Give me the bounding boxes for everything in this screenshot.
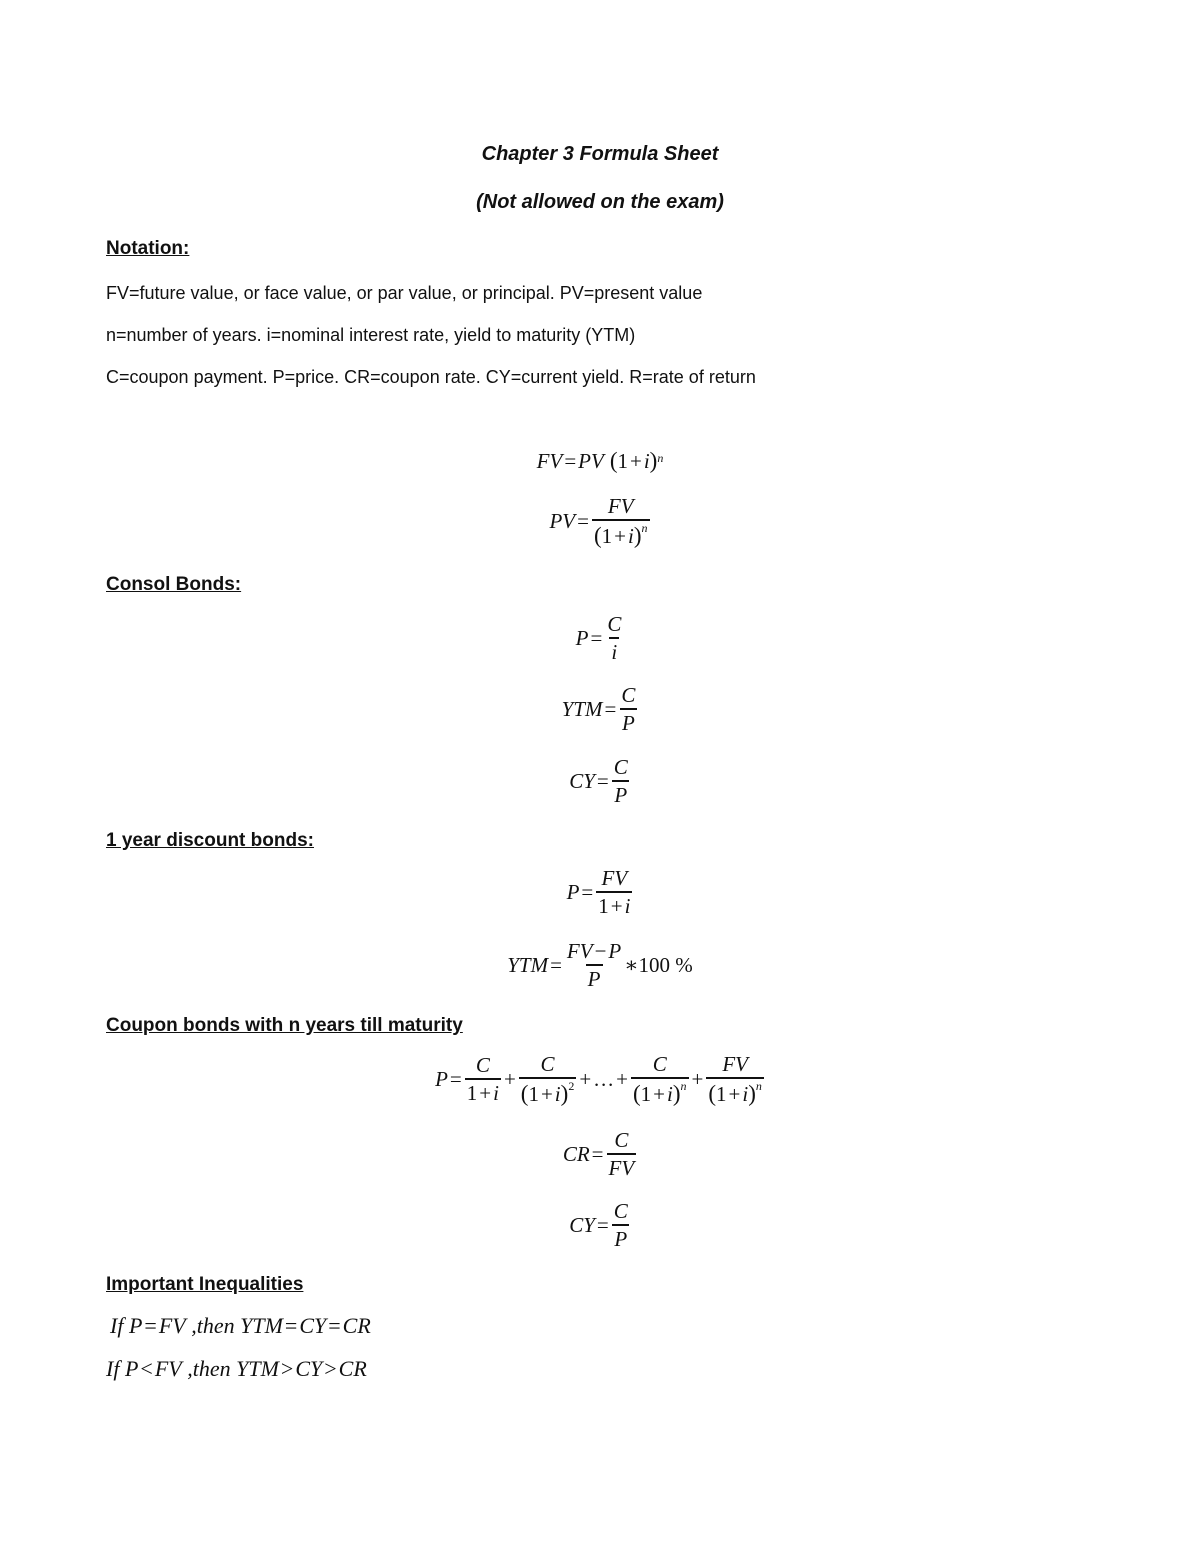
- notation-heading: Notation:: [106, 238, 190, 259]
- formula-consol-price: P = $\frac{C}{i}$: [575, 612, 622, 665]
- coupon-bonds-heading: Coupon bonds with n years till maturity: [106, 1015, 463, 1036]
- inequality-discount: If P<FV ,then YTM>CY>CR: [106, 1356, 367, 1381]
- fraction: $\frac{FV}{(1+i)^n}$: [593, 494, 648, 549]
- inequalities-heading: Important Inequalities: [106, 1274, 304, 1295]
- notation-line-3: C=coupon payment. P=price. CR=coupon rate. CY=current yield. R=rate of return: [106, 367, 756, 387]
- formula-consol-ytm: YTM = $\frac{C}{P}$: [561, 683, 636, 736]
- page-subtitle: (Not allowed on the exam): [476, 191, 724, 213]
- discount-bonds-heading: 1 year discount bonds:: [106, 830, 314, 851]
- formula-coupon-price: P = $\frac{C}{1+i}$ + $\frac{C}{(1+i)^2}$ + … + $\frac{C}{(1+i)^n}$ + $\frac{FV}{(1+i)^n}$: [435, 1052, 762, 1107]
- formula-coupon-cy: CY = $\frac{C}{P}$: [569, 1199, 628, 1252]
- notation-line-1: FV=future value, or face value, or par value, or principal. PV=present value: [106, 283, 703, 303]
- page-title: Chapter 3 Formula Sheet: [481, 143, 719, 165]
- consol-bonds-heading: Consol Bonds:: [106, 574, 242, 595]
- inequality-par: If P=FV ,then YTM=CY=CR: [110, 1313, 371, 1338]
- formula-discount-ytm: YTM = $\frac{FV-P}{P}$ ∗100 %: [507, 939, 693, 992]
- formula-consol-cy: CY = $\frac{C}{P}$: [569, 755, 628, 808]
- formula-present-value: PV = $\frac{FV}{(1+i)^n}$: [549, 494, 648, 549]
- notation-line-2: n=number of years. i=nominal interest rate, yield to maturity (YTM): [106, 325, 636, 345]
- formula-future-value: FV = PV ( 1 + i ) $^n$: [536, 448, 664, 473]
- formula-discount-price: P = $\frac{FV}{1+i}$: [566, 866, 631, 919]
- formula-coupon-rate: CR = $\frac{C}{FV}$: [562, 1128, 635, 1181]
